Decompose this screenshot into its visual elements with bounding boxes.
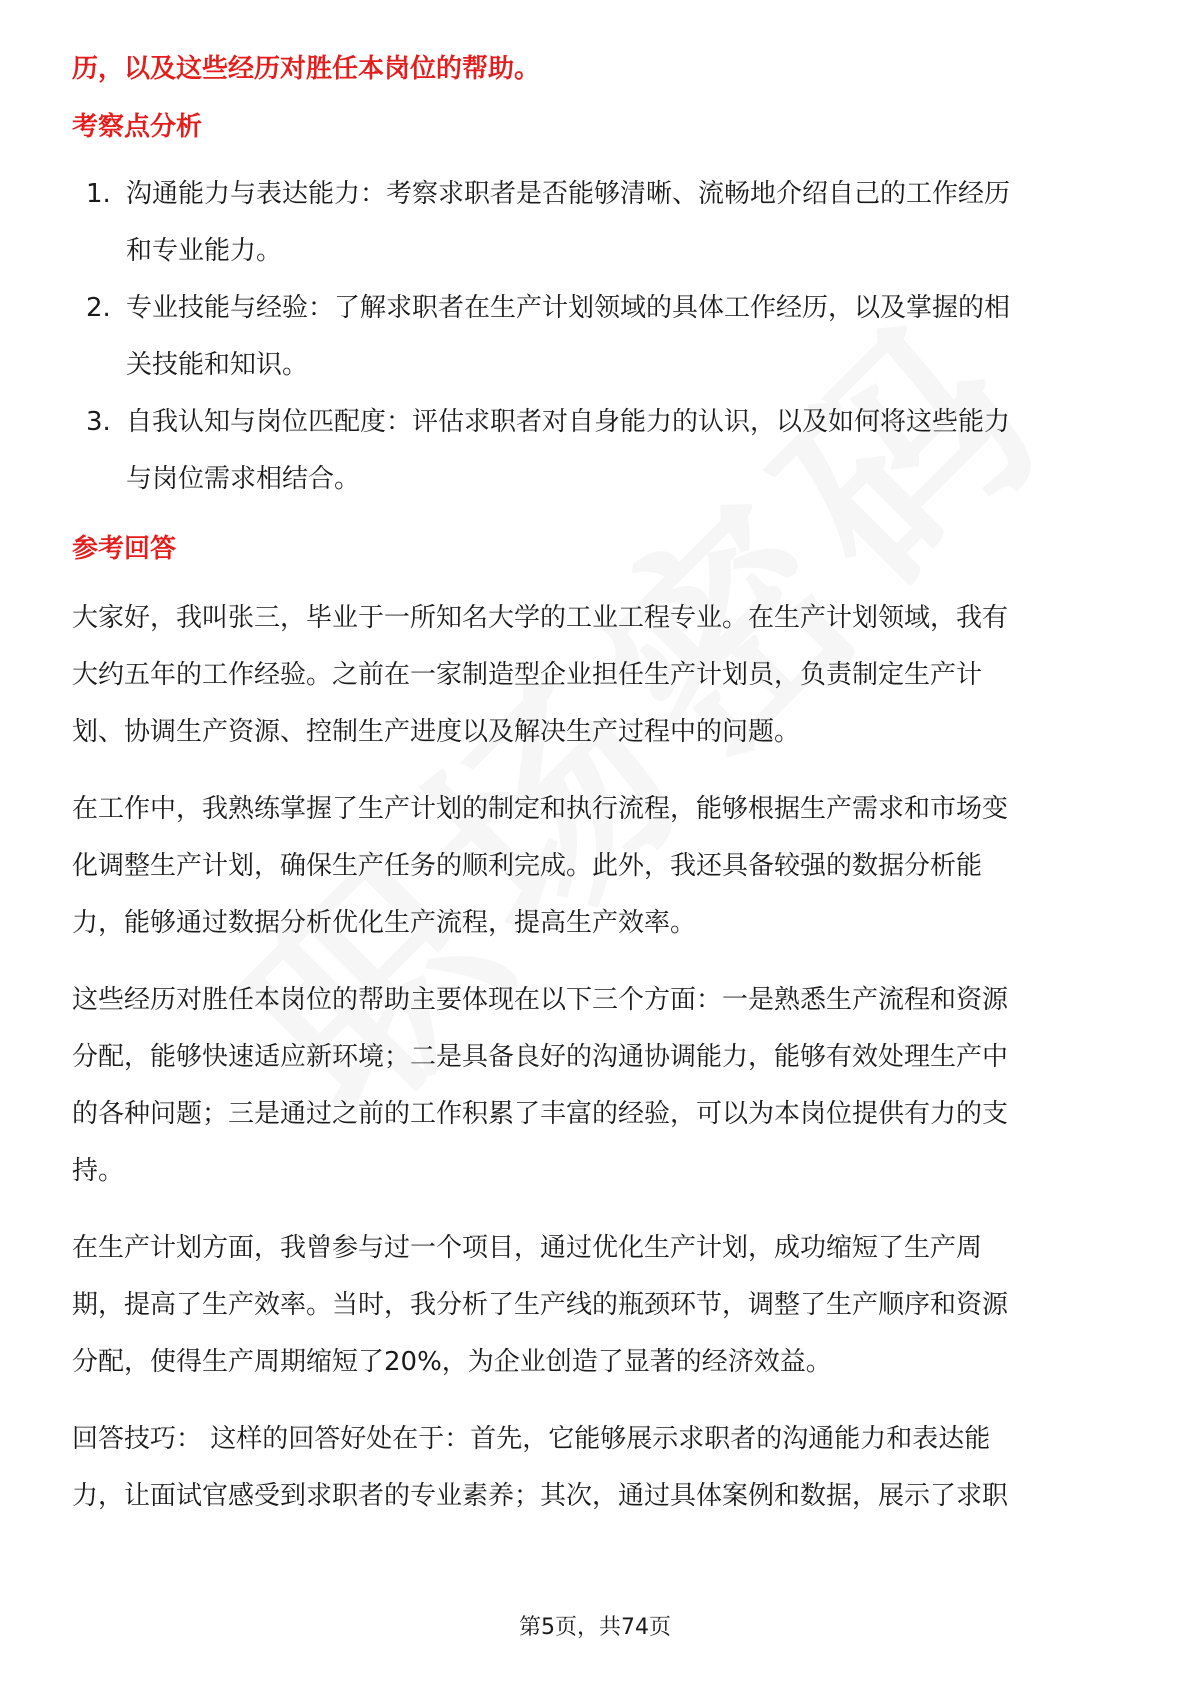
answer-title: 参考回答 bbox=[72, 534, 177, 564]
answer-paragraph bbox=[72, 1411, 1122, 1525]
list-item-number: 3. bbox=[86, 407, 111, 437]
list-item-number: 2. bbox=[86, 293, 111, 323]
list-item-line: 与岗位需求相结合。 bbox=[126, 464, 361, 494]
paragraph-line: 的各种问题；三是通过之前的工作积累了丰富的经验，可以为本岗位提供有力的支 bbox=[72, 1099, 1009, 1129]
paragraph-line: 在生产计划方面，我曾参与过一个项目，通过优化生产计划，成功缩短了生产周 bbox=[72, 1233, 983, 1263]
paragraph-line: 这些经历对胜任本岗位的帮助主要体现在以下三个方面：一是熟悉生产流程和资源 bbox=[72, 985, 1009, 1015]
list-item-line: 自我认知与岗位匹配度：评估求职者对自身能力的认识，以及如何将这些能力 bbox=[126, 407, 1011, 437]
paragraph-line: 力，能够通过数据分析优化生产流程，提高生产效率。 bbox=[72, 908, 697, 938]
paragraph-line: 在工作中，我熟练掌握了生产计划的制定和执行流程，能够根据生产需求和市场变 bbox=[72, 794, 1009, 824]
paragraph-line: 化调整生产计划，确保生产任务的顺利完成。此外，我还具备较强的数据分析能 bbox=[72, 851, 983, 881]
paragraph-line: 回答技巧： 这样的回答好处在于：首先，它能够展示求职者的沟通能力和表达能 bbox=[72, 1424, 991, 1454]
answer-paragraph bbox=[72, 781, 1122, 952]
list-item bbox=[72, 166, 1122, 280]
answer-paragraph bbox=[72, 1220, 1122, 1391]
list-item-number: 1. bbox=[86, 179, 111, 209]
list-item-line: 沟通能力与表达能力：考察求职者是否能够清晰、流畅地介绍自己的工作经历 bbox=[126, 179, 1011, 209]
page-number: 第5页，共74页 bbox=[519, 1615, 671, 1640]
paragraph-line: 力，让面试官感受到求职者的专业素养；其次，通过具体案例和数据，展示了求职 bbox=[72, 1481, 1009, 1511]
paragraph-line: 分配，使得生产周期缩短了20%，为企业创造了显著的经济效益。 bbox=[72, 1347, 832, 1377]
answer-paragraph bbox=[72, 590, 1122, 761]
analysis-list bbox=[72, 166, 1122, 508]
list-item-line: 和专业能力。 bbox=[126, 236, 283, 266]
page-content bbox=[72, 40, 1122, 1525]
list-item-line: 关技能和知识。 bbox=[126, 350, 309, 380]
paragraph-line: 大约五年的工作经验。之前在一家制造型企业担任生产计划员，负责制定生产计 bbox=[72, 660, 983, 690]
intro-line: 历，以及这些经历对胜任本岗位的帮助。 bbox=[72, 54, 541, 84]
paragraph-line: 划、协调生产资源、控制生产进度以及解决生产过程中的问题。 bbox=[72, 717, 801, 747]
answer-paragraph bbox=[72, 972, 1122, 1200]
paragraph-line: 分配，能够快速适应新环境；二是具备良好的沟通协调能力，能够有效处理生产中 bbox=[72, 1042, 1009, 1072]
list-item-line: 专业技能与经验：了解求职者在生产计划领域的具体工作经历，以及掌握的相 bbox=[126, 293, 1011, 323]
paragraph-line: 大家好，我叫张三，毕业于一所知名大学的工业工程专业。在生产计划领域，我有 bbox=[72, 603, 1009, 633]
list-item bbox=[72, 394, 1122, 508]
paragraph-line: 持。 bbox=[72, 1156, 125, 1186]
list-item bbox=[72, 280, 1122, 394]
paragraph-line: 期，提高了生产效率。当时，我分析了生产线的瓶颈环节，调整了生产顺序和资源 bbox=[72, 1290, 1009, 1320]
analysis-title: 考察点分析 bbox=[72, 112, 203, 142]
